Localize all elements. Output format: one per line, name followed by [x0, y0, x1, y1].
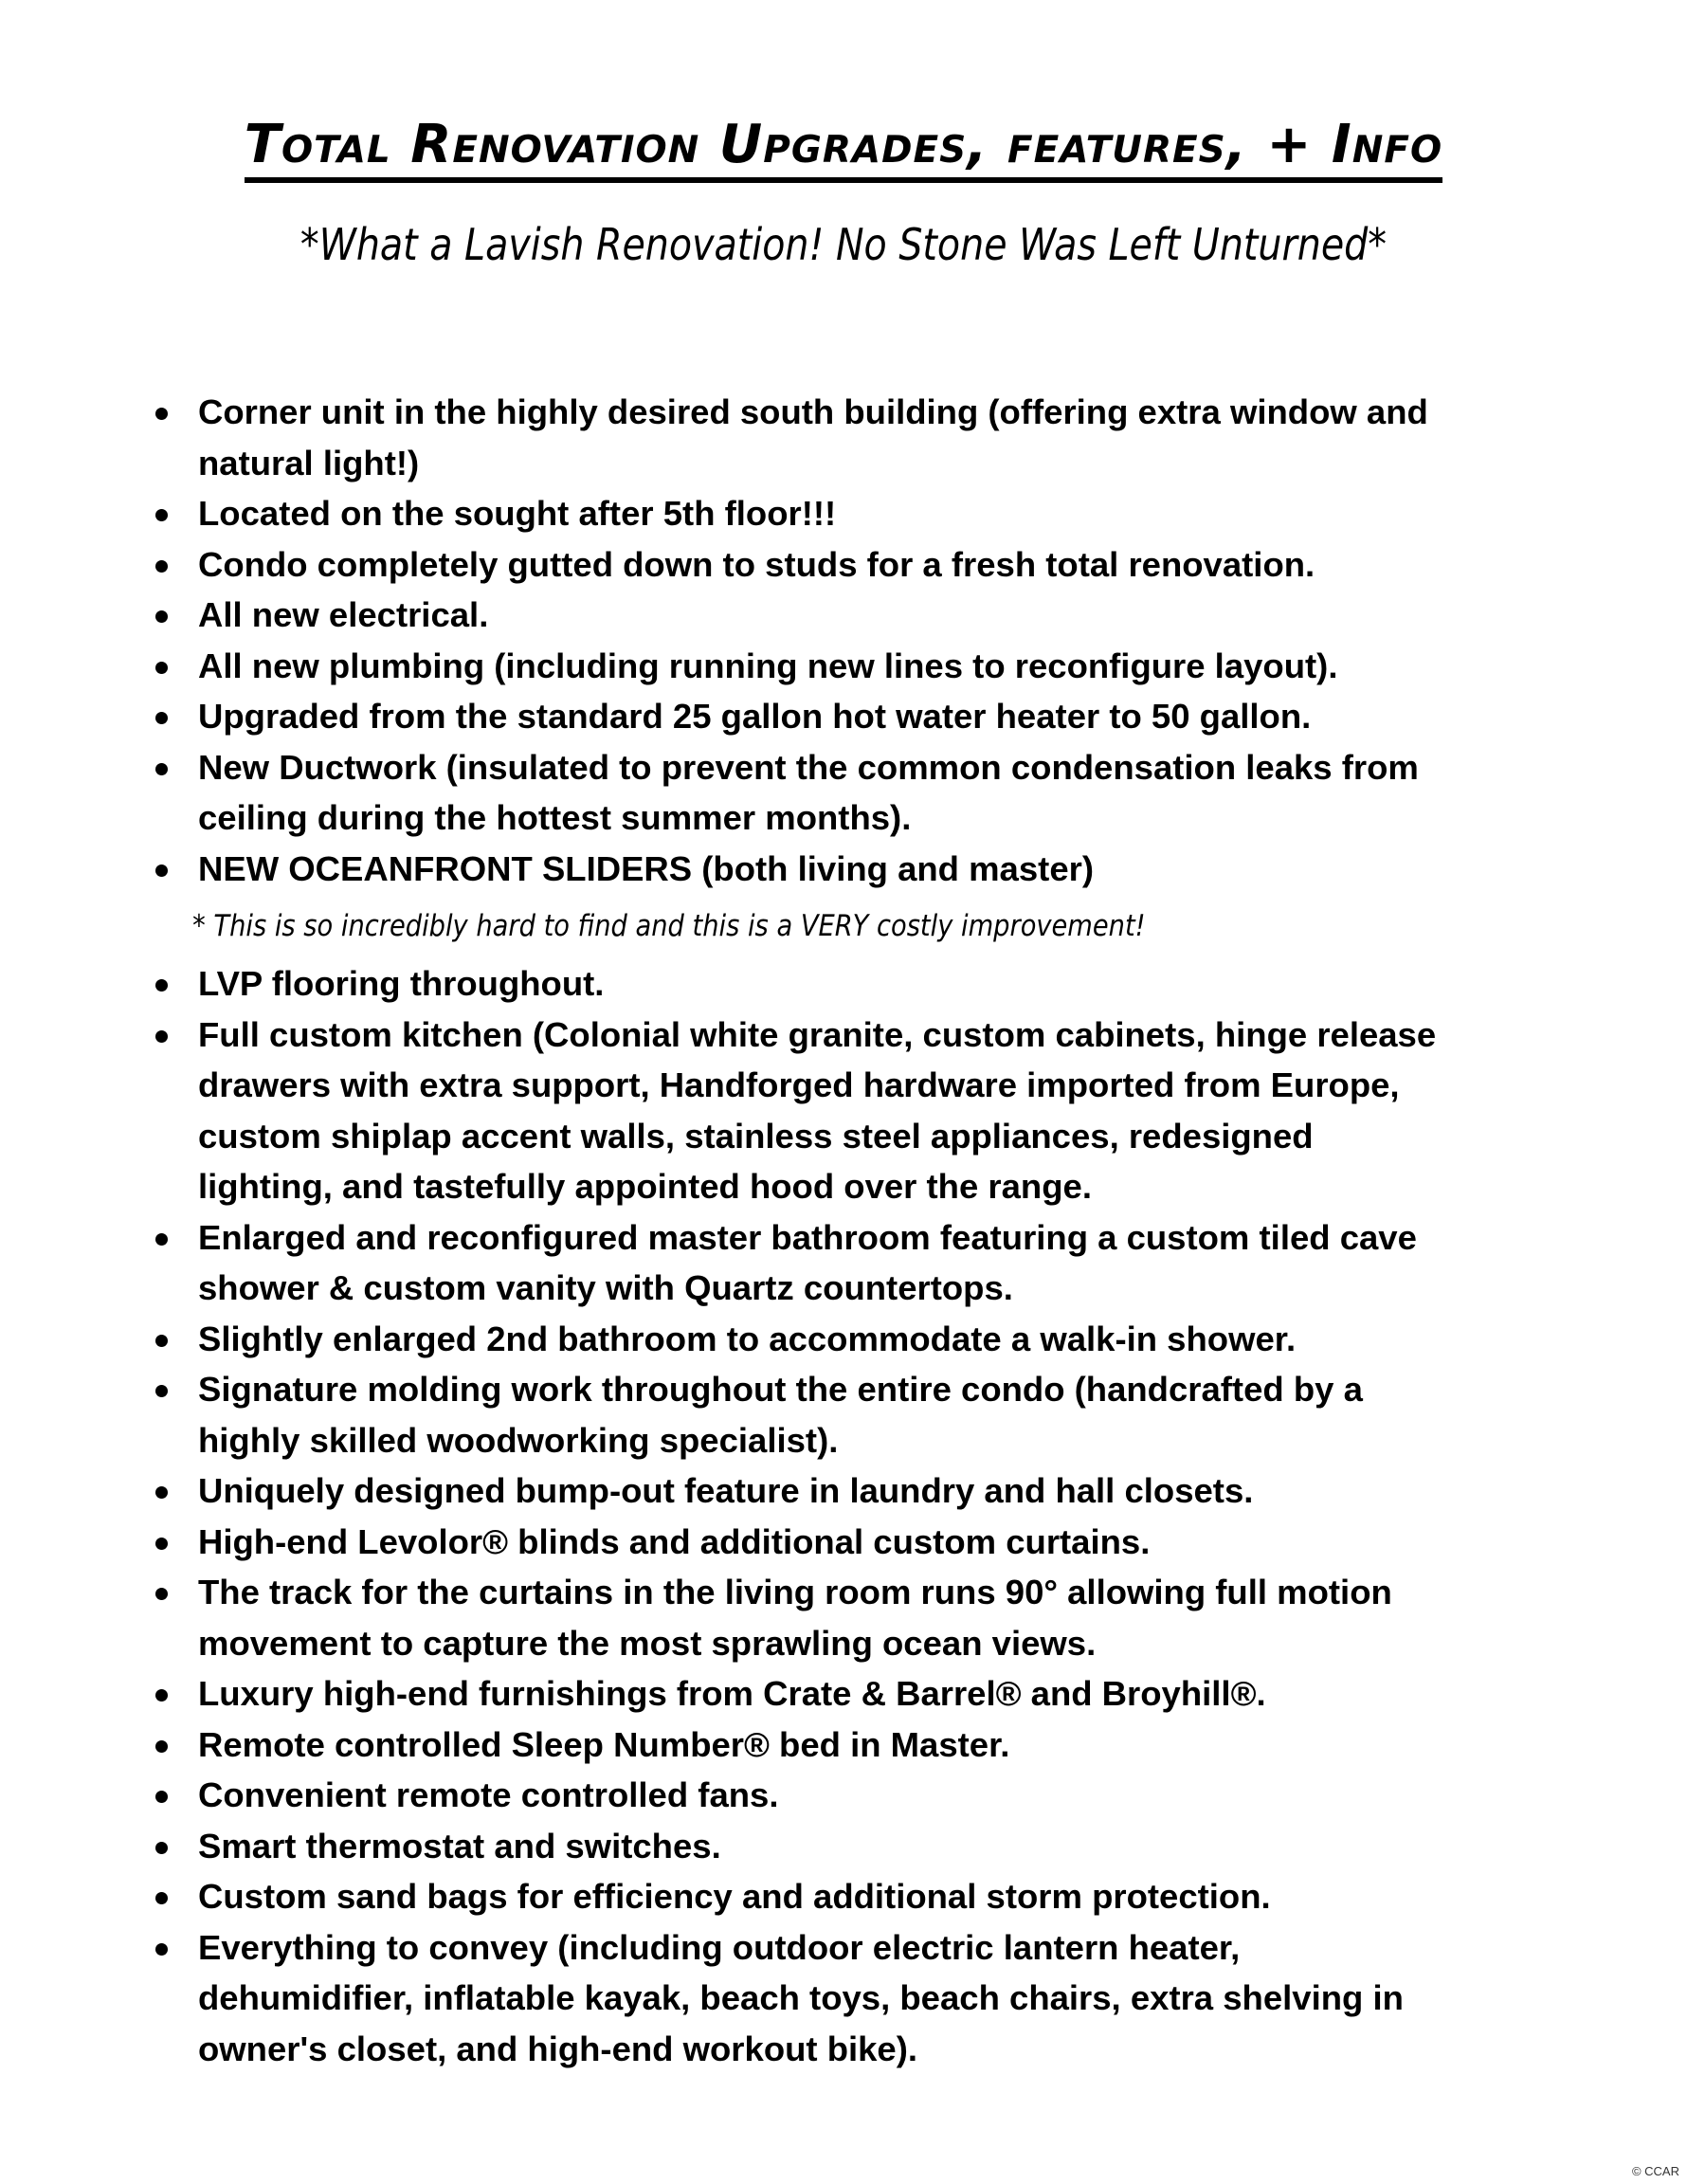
bullet-icon [155, 1943, 168, 1956]
list-item [152, 590, 1611, 641]
list-item-text: highly skilled woodworking specialist). [198, 1420, 839, 1460]
bullet-icon [155, 610, 168, 623]
bullet-icon [155, 712, 168, 724]
bullet-icon [155, 1892, 168, 1904]
list-item-text: All new plumbing (including running new lines to reconfigure layout). [198, 646, 1338, 685]
list-item [152, 958, 1611, 1010]
list-item-text: natural light!) [198, 443, 420, 482]
list-item-text: shower & custom vanity with Quartz countertops. [198, 1268, 1013, 1307]
list-item-text: Corner unit in the highly desired south building (offering extra window and [198, 392, 1428, 431]
list-item [152, 1212, 1611, 1314]
list-item-text: Everything to convey (including outdoor electric lantern heater, [198, 1927, 1241, 1967]
list-item [152, 1770, 1611, 1821]
list-item-note: * This is so incredibly hard to find and this is a VERY costly improvement! [192, 909, 1146, 943]
list-item-text: Signature molding work throughout the entire condo (handcrafted by a [198, 1370, 1363, 1409]
list-item-text: Smart thermostat and switches. [198, 1826, 721, 1866]
bullet-icon [155, 662, 168, 674]
page-subtitle: *What a Lavish Renovation! No Stone Was Left Unturned* [299, 219, 1388, 270]
bullet-icon [155, 1689, 168, 1702]
list-item-text: Remote controlled Sleep Number® bed in Master. [198, 1724, 1010, 1764]
list-item [152, 1871, 1611, 1922]
bullet-icon [155, 763, 168, 775]
list-item-text: The track for the curtains in the living room runs 90° allowing full motion [198, 1573, 1392, 1611]
list-item [152, 1922, 1611, 2075]
list-item-text: Condo completely gutted down to studs for a fresh total renovation. [198, 544, 1315, 584]
bullet-icon [155, 1588, 168, 1600]
list-item-text: NEW OCEANFRONT SLIDERS (both living and master) [198, 848, 1094, 888]
bullet-icon [155, 509, 168, 521]
list-item [152, 539, 1611, 591]
bullet-icon [155, 560, 168, 573]
bullet-icon [155, 1842, 168, 1854]
list-item [152, 1314, 1611, 1365]
list-item [152, 691, 1611, 742]
bullet-icon [155, 1385, 168, 1397]
list-item-text: Luxury high-end furnishings from Crate & Barrel® and Broyhill®. [198, 1674, 1266, 1713]
list-item-text: Uniquely designed bump-out feature in laundry and hall closets. [198, 1471, 1254, 1510]
list-item-text: lighting, and tastefully appointed hood over the range. [198, 1167, 1092, 1206]
bullet-icon [155, 1335, 168, 1347]
bullet-icon [155, 1233, 168, 1246]
list-item-text: drawers with extra support, Handforged hardware imported from Europe, [198, 1065, 1400, 1104]
page-title-text: Total Renovation Upgrades, features, + Info [245, 114, 1442, 183]
list-item [152, 641, 1611, 692]
bullet-icon [155, 1791, 168, 1803]
list-item-text: New Ductwork (insulated to prevent the common condensation leaks from [198, 747, 1419, 787]
list-item-text: dehumidifier, inflatable kayak, beach toys, beach chairs, extra shelving in [198, 1978, 1404, 2017]
list-item-text: Slightly enlarged 2nd bathroom to accommodate a walk-in shower. [198, 1319, 1297, 1358]
list-item [152, 1465, 1611, 1517]
bullet-icon [155, 864, 168, 877]
list-item-text: Custom sand bags for efficiency and additional storm protection. [198, 1877, 1271, 1916]
list-item-text: Upgraded from the standard 25 gallon hot water heater to 50 gallon. [198, 697, 1312, 736]
list-item-text: custom shiplap accent walls, stainless steel appliances, redesigned [198, 1116, 1314, 1156]
list-item-text: LVP flooring throughout. [198, 964, 605, 1003]
bullet-icon [155, 1740, 168, 1753]
list-item-text: movement to capture the most sprawling ocean views. [198, 1623, 1097, 1663]
list-item [152, 1517, 1611, 1568]
bullet-icon [155, 979, 168, 992]
list-item-text: owner's closet, and high-end workout bike). [198, 2029, 918, 2068]
list-item [152, 1821, 1611, 1872]
list-item [152, 844, 1611, 895]
list-item [152, 1668, 1611, 1720]
bullet-icon [155, 408, 168, 420]
bullet-icon [155, 1486, 168, 1499]
bullet-icon [155, 1030, 168, 1043]
list-item-text: High-end Levolor® blinds and additional custom curtains. [198, 1521, 1151, 1561]
list-item-text: All new electrical. [198, 595, 489, 634]
list-item [152, 387, 1611, 488]
list-item [152, 488, 1611, 539]
list-item [152, 1567, 1611, 1668]
list-item [152, 1364, 1611, 1465]
copyright-notice: © CCAR [1631, 2164, 1679, 2178]
feature-list [152, 387, 1611, 2074]
list-item-text: Convenient remote controlled fans. [198, 1775, 779, 1814]
bullet-icon [155, 1538, 168, 1550]
list-item [152, 742, 1611, 844]
list-item-text: Full custom kitchen (Colonial white granite, custom cabinets, hinge release [198, 1014, 1437, 1054]
list-item-text: Located on the sought after 5th floor!!! [198, 494, 837, 533]
page-title [0, 112, 1687, 178]
list-item-text: ceiling during the hottest summer months). [198, 798, 912, 837]
list-item [152, 1010, 1611, 1212]
list-item [152, 1720, 1611, 1771]
list-item-text: Enlarged and reconfigured master bathroom featuring a custom tiled cave [198, 1217, 1417, 1257]
